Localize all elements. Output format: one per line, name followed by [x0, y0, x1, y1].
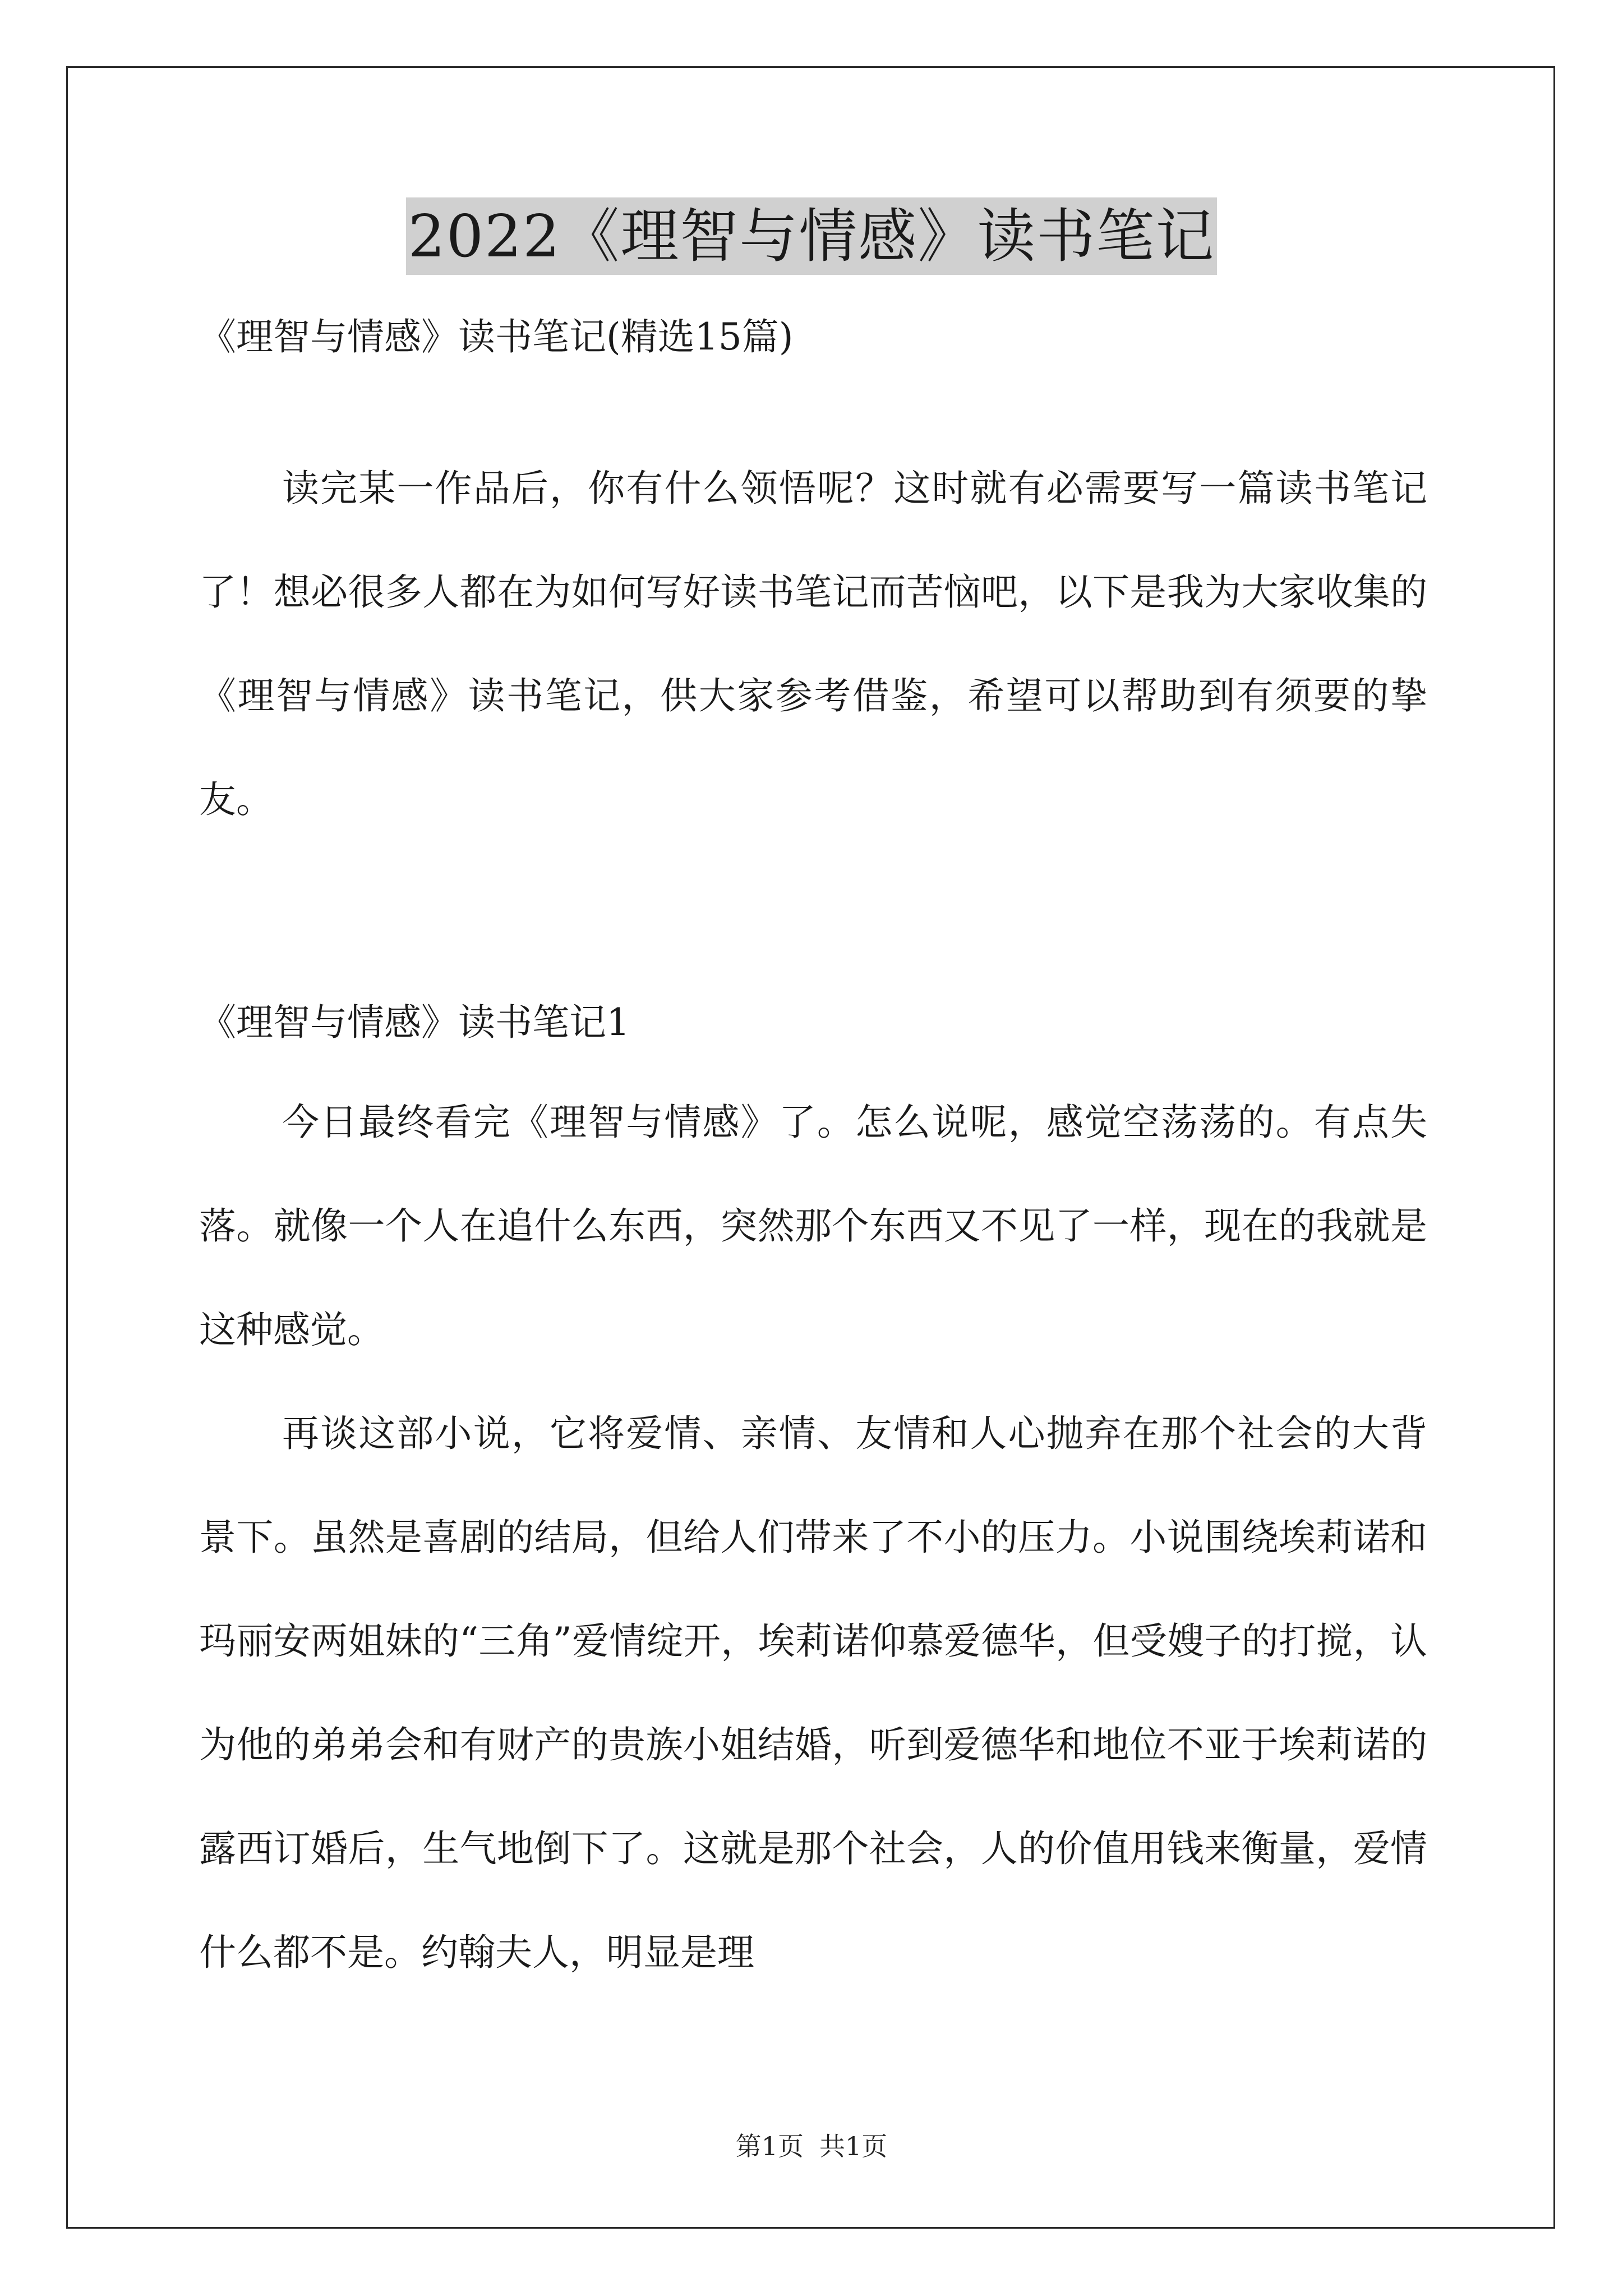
intro-paragraph: 读完某一作品后，你有什么领悟呢？这时就有必需要写一篇读书笔记了！想必很多人都在为如何写好读书笔记而苦恼吧，以下是我为大家收集的《理智与情感》读书笔记，供大家参考借鉴，希望可以帮助到有须要的挚友。 — [199, 467, 1427, 821]
document-title: 2022《理智与情感》读书笔记 — [406, 197, 1218, 275]
title-container — [0, 197, 1623, 275]
page-total: 共1页 — [819, 2131, 888, 2161]
section-paragraph: 今日最终看完《理智与情感》了。怎么说呢，感觉空荡荡的。有点失落。就像一个人在追什么东西，突然那个东西又不见了一样，现在的我就是这种感觉。 — [199, 1101, 1427, 1351]
section-heading: 《理智与情感》读书笔记1 — [199, 1001, 630, 1044]
page-footer — [0, 2129, 1623, 2163]
document-subtitle: 《理智与情感》读书笔记(精选15篇) — [199, 315, 794, 358]
section-paragraph: 再谈这部小说，它将爱情、亲情、友情和人心抛弃在那个社会的大背景下。虽然是喜剧的结局，但给人们带来了不小的压力。小说围绕埃莉诺和玛丽安两姐妹的“三角”爱情绽开，埃莉诺仰慕爱德华，但受嫂子的打搅，认为他的弟弟会和有财产的贵族小姐结婚，听到爱德华和地位不亚于埃莉诺的露西订婚后，生气地倒下了。这就是那个社会，人的价值用钱来衡量，爱情什么都不是。约翰夫人，明显是理 — [199, 1412, 1427, 1974]
page-number: 第1页 — [735, 2131, 804, 2161]
